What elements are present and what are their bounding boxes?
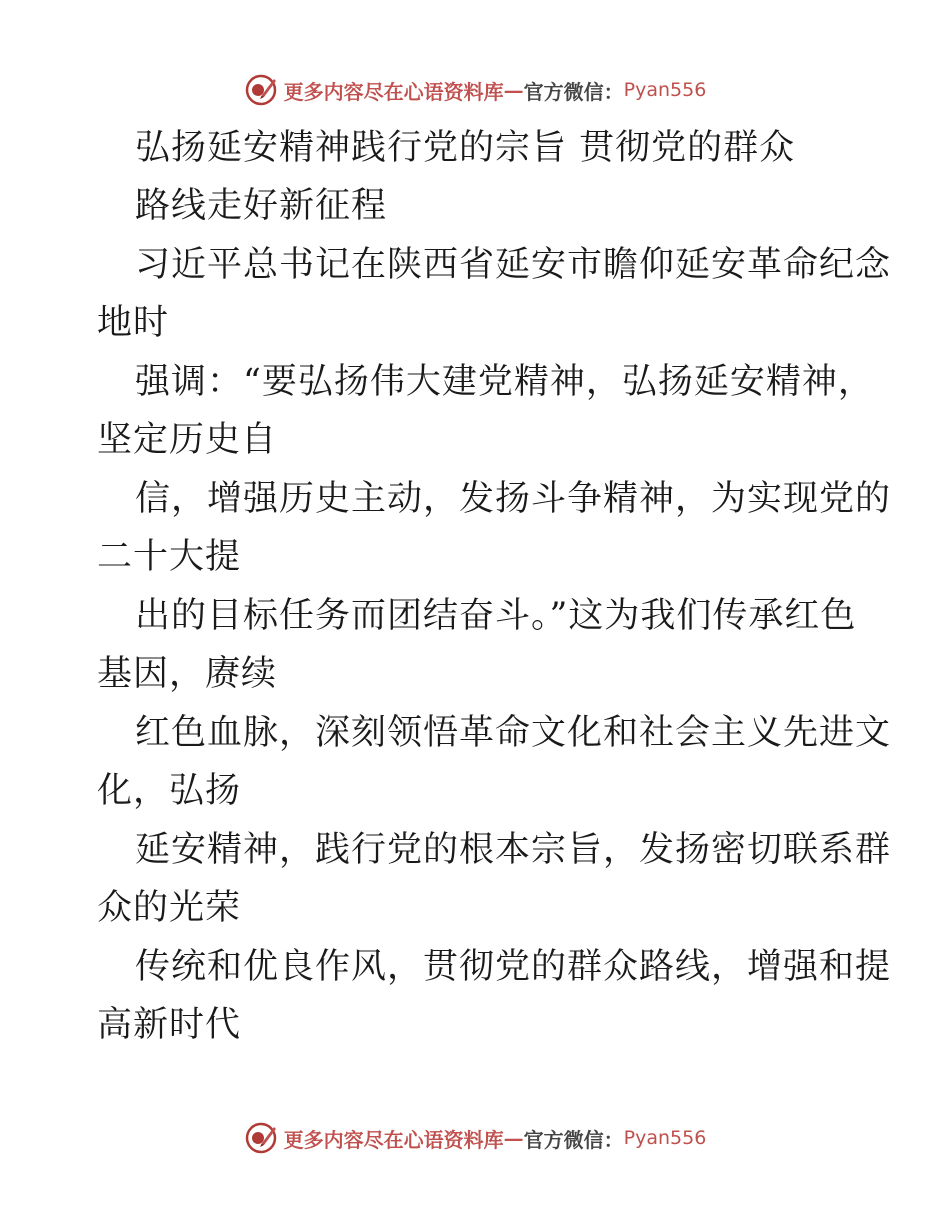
paragraph-line: 二十大提 <box>97 537 242 577</box>
paragraph-line: 出的目标任务而团结奋斗。”这为我们传承红色 <box>135 596 857 636</box>
paragraph-line: 延安精神，践行党的根本宗旨，发扬密切联系群 <box>135 830 892 870</box>
paragraph-line: 高新时代 <box>97 1005 242 1045</box>
banner-wechat-id: Pyan556 <box>623 1127 707 1149</box>
paragraph-line: 红色血脉，深刻领悟革命文化和社会主义先进文 <box>135 713 892 753</box>
library-logo-icon <box>244 73 278 107</box>
paragraph-line: 传统和优良作风，贯彻党的群众路线，增强和提 <box>135 947 892 987</box>
banner-prefix-text: 更多内容尽在心语资料库 <box>283 79 504 104</box>
paragraph-line: 化，弘扬 <box>97 771 242 811</box>
banner-wechat-label: 官方微信： <box>523 79 624 104</box>
paragraph-line: 众的光荣 <box>97 888 242 928</box>
paragraph-line: 习近平总书记在陕西省延安市瞻仰延安革命纪念 <box>135 245 892 285</box>
banner-dash: — <box>503 78 524 102</box>
banner-prefix-text: 更多内容尽在心语资料库 <box>283 1127 504 1152</box>
header-banner <box>0 70 950 110</box>
banner-wechat-label: 官方微信： <box>523 1127 624 1152</box>
paragraph-line: 地时 <box>97 303 170 343</box>
footer-banner <box>0 1118 950 1158</box>
document-title-line-2: 路线走好新征程 <box>135 186 388 226</box>
paragraph-line: 强调：“要弘扬伟大建党精神，弘扬延安精神， <box>135 362 874 402</box>
paragraph-line: 坚定历史自 <box>97 420 278 460</box>
document-title-line-1: 弘扬延安精神践行党的宗旨 贯彻党的群众 <box>135 128 796 168</box>
library-logo-icon <box>244 1121 278 1155</box>
banner-wechat-id: Pyan556 <box>623 79 707 101</box>
banner-dash: — <box>503 1126 524 1150</box>
paragraph-line: 基因，赓续 <box>97 654 278 694</box>
paragraph-line: 信，增强历史主动，发扬斗争精神，为实现党的 <box>135 479 892 519</box>
